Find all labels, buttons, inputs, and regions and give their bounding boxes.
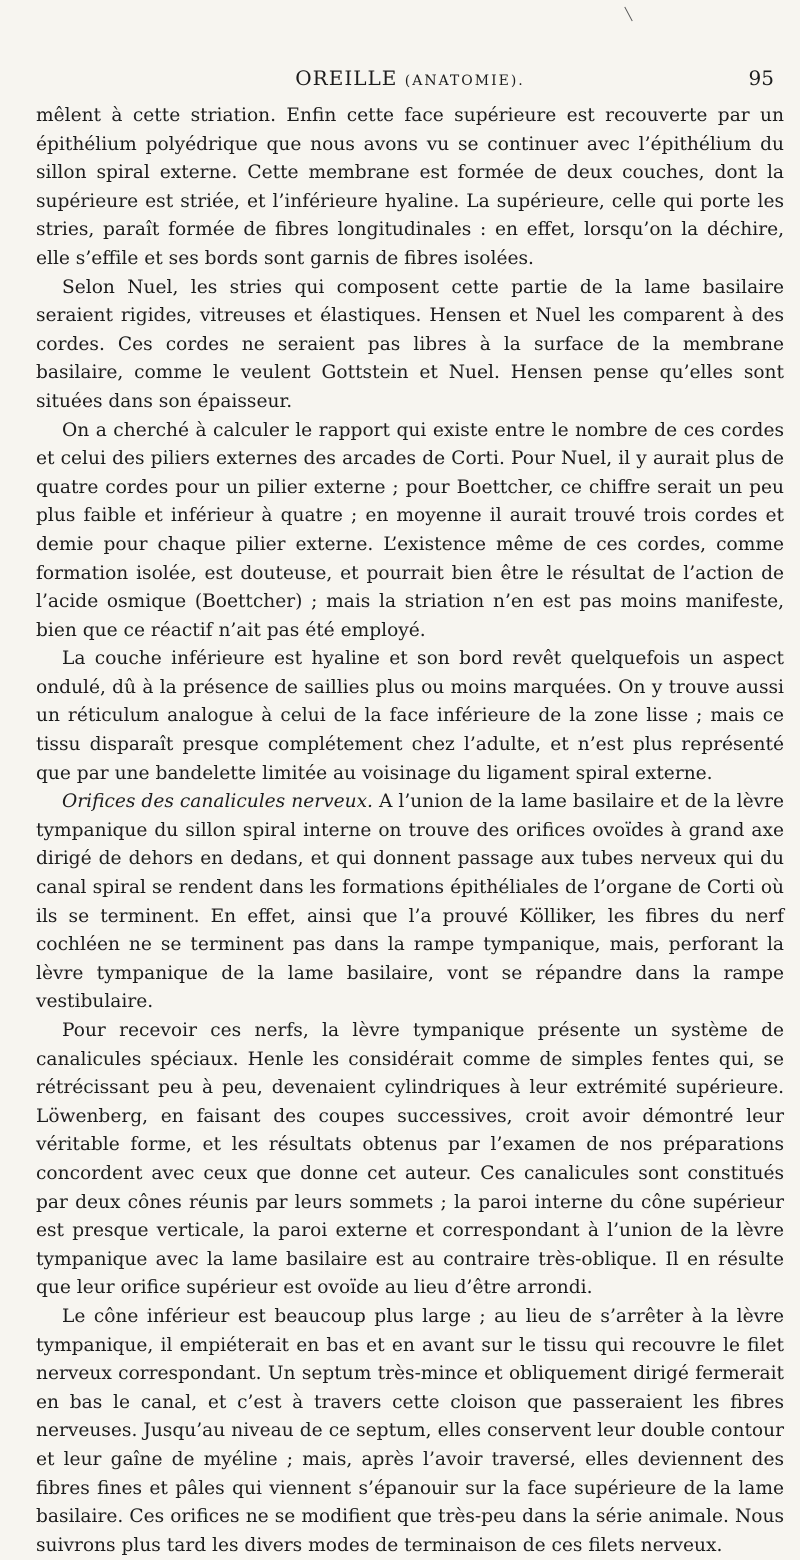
paragraph: Le cône inférieur est beaucoup plus large ; au lieu de s’arrêter à la lèvre tympanique, il empiéterait en bas et en avant sur le tissu qui recouvre le filet nerveux correspondant. Un septum très-mince et obliquement dirigé fermerait en bas le canal, et c’est à travers cette cloison que passeraient les fibres nerveuses. Jusqu’au niveau de ce septum, elles conservent leur double contour et leur gaîne de myéline ; mais, après l’avoir traversé, elles deviennent des fibres fines et pâles qui viennent s’épanouir sur la face supérieure de la lame basilaire. Ces orifices ne se modifient que très-peu dans la série animale. Nous suivrons plus tard les divers modes de terminaison de ces filets nerveux. <box>36 1305 784 1556</box>
page-number: 95 <box>748 66 774 90</box>
paragraph: La couche inférieure est hyaline et son bord revêt quelquefois un aspect ondulé, dû à la présence de saillies plus ou moins marquées. On y trouve aussi un réticulum analogue à celui de la face inférieure de la zone lisse ; mais ce tissu disparaît presque complétement chez l’adulte, et n’est plus représenté que par une bandelette limitée au voisinage du ligament spiral externe. <box>36 648 784 784</box>
book-page <box>36 60 785 1556</box>
paragraph-body: A l’union de la lame basilaire et de la lèvre tympanique du sillon spiral interne on trouve des orifices ovoïdes à grand axe dirigé de dehors en dedans, et qui donnent passage aux tubes nerveux qui du canal spiral se rendent dans les formations épithéliales de l’organe de Corti où ils se terminent. En effet, ainsi que l’a prouvé Kölliker, les fibres du nerf cochléen ne se terminent pas dans la rampe tympanique, mais, perforant la lèvre tympanique de la lame basilaire, vont se répandre dans la rampe vestibulaire. <box>36 791 785 1013</box>
paragraph: On a cherché à calculer le rapport qui existe entre le nombre de ces cordes et celui des piliers externes des arcades de Corti. Pour Nuel, il y aurait plus de quatre cordes pour un pilier externe ; pour Boettcher, ce chiffre serait un peu plus faible et inférieur à quatre ; en moyenne il aurait trouvé trois cordes et demie pour chaque pilier externe. L’existence même de ces cordes, comme formation isolée, est douteuse, et pourrait bien être le résultat de l’action de l’acide osmique (Boettcher) ; mais la striation n’en est pas moins manifeste, bien que ce réactif n’ait pas été employé. <box>36 419 784 641</box>
paragraph: mêlent à cette striation. Enfin cette face supérieure est recouverte par un épithélium polyédrique que nous avons vu se continuer avec l’épithélium du sillon spiral externe. Cette membrane est formée de deux couches, dont la supérieure est striée, et l’inférieure hyaline. La supérieure, celle qui porte les stries, paraît formée de fibres longitudinales : en effet, lorsqu’on la déchire, elle s’effile et ses bords sont garnis de fibres isolées. <box>36 105 784 269</box>
section-run-in-heading: Orifices des canalicules nerveux. <box>62 791 373 813</box>
body-text <box>36 102 784 1560</box>
running-title-sub: (ANATOMIE). <box>404 73 525 89</box>
stray-ink-mark <box>624 7 632 22</box>
paragraph: Selon Nuel, les stries qui composent cette partie de la lame basilaire seraient rigides, vitreuses et élastiques. Hensen et Nuel les comparent à des cordes. Ces cordes ne seraient pas libres à la surface de la membrane basilaire, comme le veulent Gottstein et Nuel. Hensen pense qu’elles sont situées dans son épaisseur. <box>36 276 784 412</box>
running-title <box>36 66 784 90</box>
running-head <box>36 60 784 102</box>
running-title-main: OREILLE <box>295 66 398 90</box>
paragraph: Pour recevoir ces nerfs, la lèvre tympanique présente un système de canalicules spéciaux. Henle les considérait comme de simples fentes qui, se rétrécissant peu à peu, devenaient cylindriques à leur extrémité supérieure. Löwenberg, en faisant des coupes successives, croit avoir démontré leur véritable forme, et les résultats obtenus par l’examen de nos préparations concordent avec ceux que donne cet auteur. Ces canalicules sont constitués par deux cônes réunis par leurs sommets ; la paroi interne du cône supérieur est presque verticale, la paroi externe et correspondant à l’union de la lèvre tympanique avec la lame basilaire est au contraire très-oblique. Il en résulte que leur orifice supérieur est ovoïde au lieu d’être arrondi. <box>36 1020 784 1299</box>
paragraph-with-heading <box>36 788 784 1017</box>
